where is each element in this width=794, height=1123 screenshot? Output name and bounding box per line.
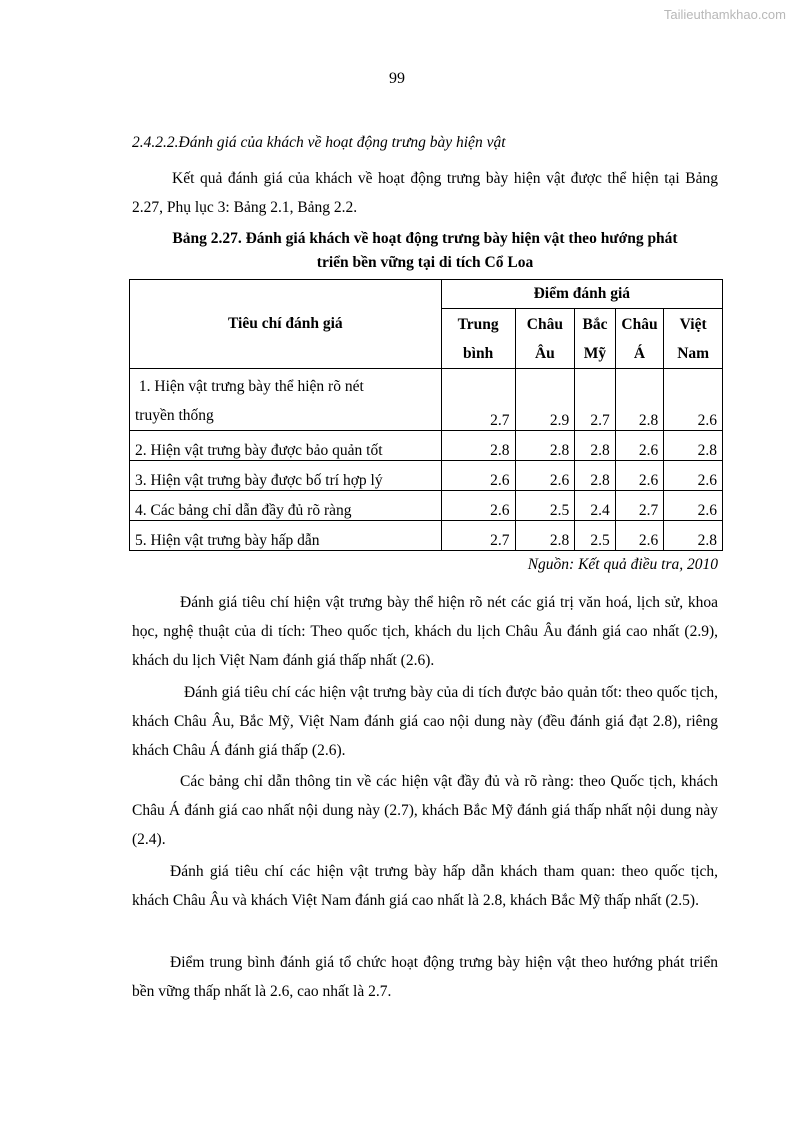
- criterion-cell: 3. Hiện vật trưng bày được bố trí hợp lý: [130, 461, 442, 491]
- value-cell: 2.6: [664, 369, 723, 431]
- body-paragraph: Đánh giá tiêu chí các hiện vật trưng bày hấp dẫn khách tham quan: theo quốc tịch, khách Châu Âu và khách Việt Nam đánh giá cao nhất là 2.8, khách Bắc Mỹ thấp nhất (2.5).: [132, 863, 718, 909]
- value-cell: 2.6: [441, 491, 515, 521]
- value-cell: 2.6: [615, 431, 664, 461]
- table-row: [130, 431, 723, 461]
- body-paragraph: Các bảng chỉ dẫn thông tin về các hiện vật đầy đủ và rõ ràng: theo Quốc tịch, khách Châu Á đánh giá cao nhất nội dung này (2.7), khách Bắc Mỹ đánh giá thấp nhất nội dung này (2.4).: [132, 773, 718, 848]
- evaluation-table: [129, 279, 723, 551]
- criterion-cell: 2. Hiện vật trưng bày được bảo quản tốt: [130, 431, 442, 461]
- value-cell: 2.4: [575, 491, 615, 521]
- table-row: [130, 369, 723, 431]
- table-title-line-1: Bảng 2.27. Đánh giá khách về hoạt động trưng bày hiện vật theo hướng phát: [172, 230, 678, 247]
- column-header-average: Trung bình: [441, 309, 515, 369]
- value-cell: 2.6: [441, 461, 515, 491]
- value-cell: 2.7: [615, 491, 664, 521]
- body-paragraph: Đánh giá tiêu chí hiện vật trưng bày thể hiện rõ nét các giá trị văn hoá, lịch sử, khoa học, nghệ thuật của di tích: Theo quốc tịch, khách du lịch Châu Âu đánh giá cao nhất (2.9), khách du lịch Việt Nam đánh giá thấp nhất (2.6).: [132, 594, 718, 669]
- value-cell: 2.8: [515, 521, 575, 551]
- column-header-europe: Châu Âu: [515, 309, 575, 369]
- value-cell: 2.8: [664, 521, 723, 551]
- value-cell: 2.6: [615, 521, 664, 551]
- value-cell: 2.7: [441, 369, 515, 431]
- value-cell: 2.9: [515, 369, 575, 431]
- value-cell: 2.6: [664, 461, 723, 491]
- value-cell: 2.8: [615, 369, 664, 431]
- table-row: [130, 461, 723, 491]
- column-header-asia: Châu Á: [615, 309, 664, 369]
- table-row: [130, 521, 723, 551]
- body-paragraph: Đánh giá tiêu chí các hiện vật trưng bày của di tích được bảo quản tốt: theo quốc tịch, khách Châu Âu, Bắc Mỹ, Việt Nam đánh giá cao nội dung này (đều đánh giá đạt 2.8), riêng khách Châu Á đánh giá thấp (2.6).: [132, 684, 718, 759]
- intro-paragraph: Kết quả đánh giá của khách về hoạt động trưng bày hiện vật được thể hiện tại Bảng 2.27, Phụ lục 3: Bảng 2.1, Bảng 2.2.: [132, 170, 718, 216]
- value-cell: 2.8: [575, 461, 615, 491]
- body-paragraph: Điểm trung bình đánh giá tổ chức hoạt động trưng bày hiện vật theo hướng phát triển bền vững thấp nhất là 2.6, cao nhất là 2.7.: [132, 954, 718, 1000]
- table-title: [132, 227, 718, 275]
- score-header: Điểm đánh giá: [441, 280, 722, 309]
- section-heading: 2.4.2.2.Đánh giá của khách về hoạt động trưng bày hiện vật: [132, 134, 506, 151]
- criterion-cell: 4. Các bảng chỉ dẫn đầy đủ rõ ràng: [130, 491, 442, 521]
- criterion-cell: 5. Hiện vật trưng bày hấp dẫn: [130, 521, 442, 551]
- value-cell: 2.8: [575, 431, 615, 461]
- column-header-vietnam: Việt Nam: [664, 309, 723, 369]
- value-cell: 2.6: [515, 461, 575, 491]
- value-cell: 2.6: [615, 461, 664, 491]
- value-cell: 2.5: [575, 521, 615, 551]
- value-cell: 2.7: [441, 521, 515, 551]
- value-cell: 2.8: [515, 431, 575, 461]
- criterion-header: Tiêu chí đánh giá: [130, 280, 442, 369]
- value-cell: 2.7: [575, 369, 615, 431]
- watermark: Tailieuthamkhao.com: [663, 7, 786, 22]
- table-row: [130, 491, 723, 521]
- value-cell: 2.5: [515, 491, 575, 521]
- column-header-north-america: Bắc Mỹ: [575, 309, 615, 369]
- criterion-cell: 1. Hiện vật trưng bày thể hiện rõ nét truyền thống: [130, 369, 442, 431]
- table-source: Nguồn: Kết quả điều tra, 2010: [527, 556, 718, 573]
- value-cell: 2.8: [441, 431, 515, 461]
- value-cell: 2.6: [664, 491, 723, 521]
- value-cell: 2.8: [664, 431, 723, 461]
- page-number: 99: [389, 70, 405, 87]
- table-title-line-2: triển bền vững tại di tích Cổ Loa: [316, 254, 534, 271]
